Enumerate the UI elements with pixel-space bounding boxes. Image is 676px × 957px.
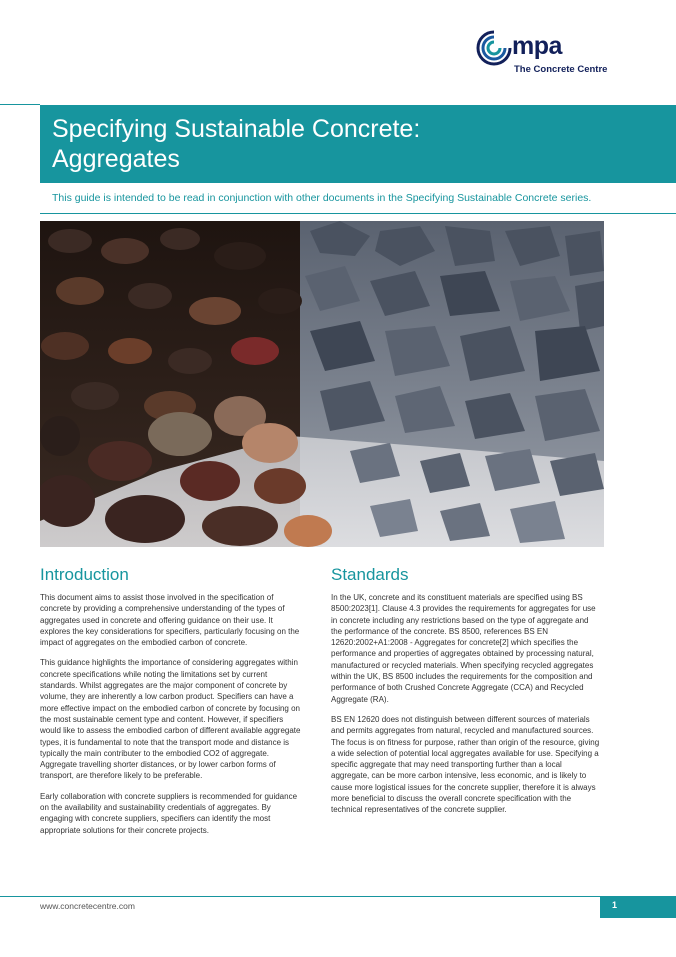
- mpa-logo: [472, 26, 622, 78]
- standards-paragraph-1: In the UK, concrete and its constituent materials are specified using BS 8500:2023[1]. Clause 4.3 provides the requirements for aggregates for use in concrete including any restrictions based on the type of aggregate and the performance of the concrete. BS 8500, references BS EN 12620:2002+A1:2008 - Aggregates for concrete[2] which specifies the performance and properties of aggregates obtained by processing natural, manufactured or recycled materials. When specifying recycled aggregates within the UK, BS 8500 includes the requirements for the composition and performance of both Crushed Concrete Aggregate (CCA) and Recycled Aggregate (RA).: [331, 593, 596, 704]
- standards-paragraph-2: BS EN 12620 does not distinguish between different sources of materials and permits aggregates from natural, recycled and manufactured sources. The focus is on fitness for purpose, rather than origin of the resource, giving a wide selection of potential local aggregates available for use. Specifying a specific aggregate that may need transporting further than a local aggregate, can be more carbon intensive, less economic, and is likely to cause more logistical issues for the concrete supplier, therefore it is always more beneficial to discuss the overall concrete specification with the technical representatives of the concrete supplier.: [331, 714, 600, 815]
- introduction-body: [40, 592, 304, 845]
- subtitle-rule: [40, 213, 676, 214]
- introduction-paragraph-1: This document aims to assist those involved in the specification of concrete by providing a comprehensive understanding of the types of aggregates used in concrete and offering guidance on their use. It explores the key considerations for specifiers, particularly focusing on the impact of aggregates on the embodied carbon of concrete.: [40, 593, 300, 648]
- page-subtitle: This guide is intended to be read in conjunction with other documents in the Specifying Sustainable Concrete series.: [52, 192, 592, 204]
- page-number: 1: [612, 900, 618, 910]
- footer-website-link[interactable]: www.concretecentre.com: [40, 901, 135, 911]
- standards-heading: Standards: [331, 565, 409, 584]
- logo-wordmark: mpa: [512, 32, 562, 60]
- aggregates-photo-image: [40, 221, 604, 547]
- logo-subtitle: The Concrete Centre: [514, 64, 608, 75]
- introduction-heading: Introduction: [40, 565, 129, 584]
- mpa-swirl-icon: [472, 26, 516, 70]
- title-line-1: Specifying Sustainable Concrete:: [52, 115, 421, 143]
- page-title: [52, 114, 652, 174]
- introduction-paragraph-2: This guidance highlights the importance of considering aggregates within concrete specifications while noting the limitations set by current standards. Whilst aggregates are the major component of concrete by volume, they are inherently a low carbon product. Specifiers can have a more effective impact on the embodied carbon of concrete by focusing on the most sustainable cement type and content. However, if specifiers would like to assess the embodied carbon of different available aggregate types, it is fundamental to note that the transport mode and distance is typically the main contributer to the embodied CO2 of aggregate. Aggregate travelling shorter distances, or by lower carbon forms of transport, are therefore likely to be preferable.: [40, 658, 301, 781]
- footer-rule: [0, 896, 600, 897]
- header-rule-left: [0, 104, 40, 105]
- introduction-paragraph-3: Early collaboration with concrete suppliers is recommended for guidance on the availability and sustainability credentials of aggregates. By engaging with concrete suppliers, specifiers can identify the most appropriate solutions for their concrete projects.: [40, 791, 298, 835]
- aggregates-photo: [40, 221, 604, 547]
- title-line-2: Aggregates: [52, 145, 180, 173]
- standards-body: [331, 592, 601, 825]
